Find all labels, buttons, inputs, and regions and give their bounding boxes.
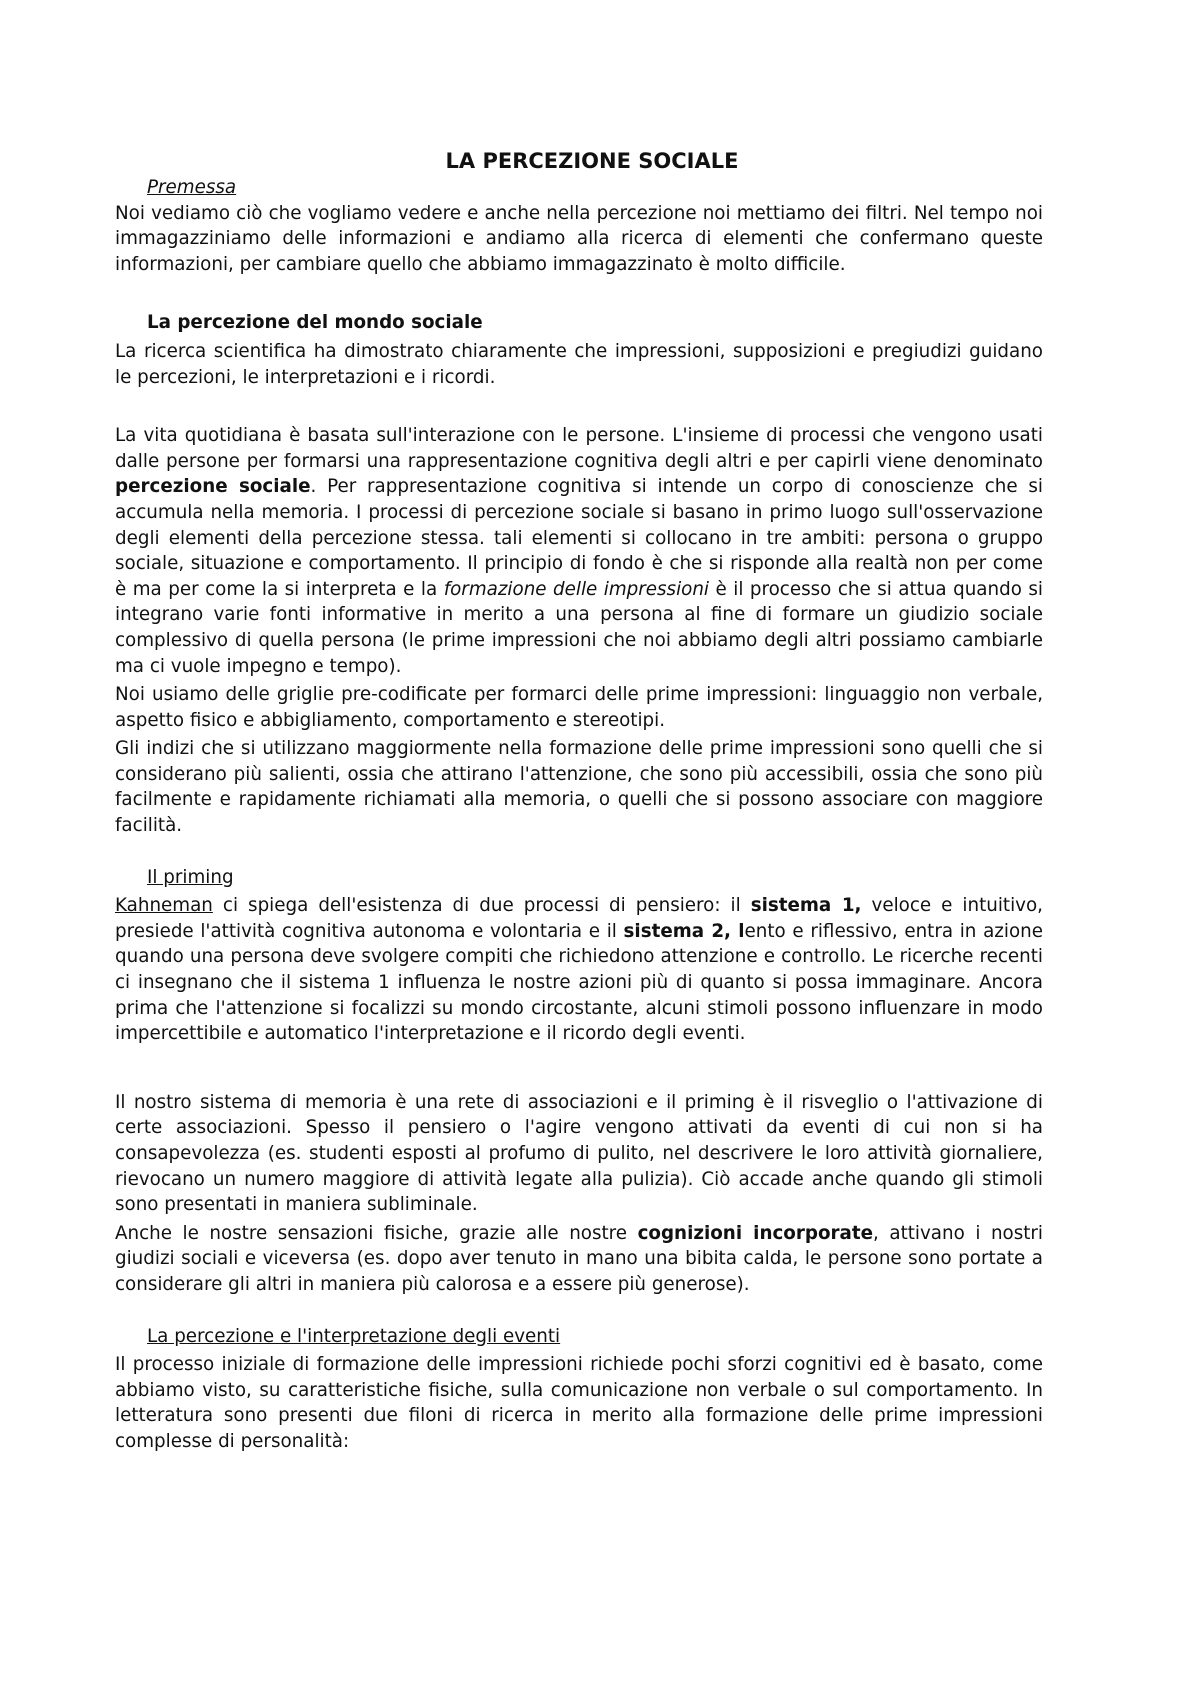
document-body	[115, 148, 1043, 1455]
name-kahneman: Kahneman	[115, 895, 213, 917]
paragraph-memoria: Il nostro sistema di memoria è una rete di associazioni e il priming è il risveglio o l'attivazione di certe associazioni. Spesso il pensiero o l'agire vengono attivati da eventi di cui non si ha consapevolezza (es. studenti esposti al profumo di pulito, nel descrivere le loro attività giornaliere, rievocano un numero maggiore di attività legate alla pulizia). Ciò accade anche quando gli stimoli sono presentati in maniera subliminale.	[115, 1091, 1043, 1216]
paragraph-premessa: Noi vediamo ciò che vogliamo vedere e anche nella percezione noi mettiamo dei filtri. Nel tempo noi immagazziniamo delle informazioni e andiamo alla ricerca di elementi che confermano queste informazioni, per cambiare quello che abbiamo immagazzinato è molto difficile.	[115, 202, 1043, 275]
paragraph-indizi: Gli indizi che si utilizzano maggiormente nella formazione delle prime impressioni sono quelli che si considerano più salienti, ossia che attirano l'attenzione, che sono più accessibili, ossia che sono più facilmente e rapidamente richiamati alla memoria, o quelli che si possono associare con maggiore facilità.	[115, 738, 1043, 837]
term-sistema-2: sistema 2, l	[623, 920, 745, 942]
page-title: LA PERCEZIONE SOCIALE	[445, 149, 739, 173]
paragraph-cognizioni-incorporate: Anche le nostre sensazioni fisiche, grazie alle nostre cognizioni incorporate, attivano i nostri giudizi sociali e viceversa (es. dopo aver tenuto in mano una bibita calda, le persone sono portate a considerare gli altri in maniera più calorosa e a essere più generose).	[115, 1222, 1043, 1295]
paragraph-ricerca-scientifica: La ricerca scientifica ha dimostrato chiaramente che impressioni, supposizioni e pregiudizi guidano le percezioni, le interpretazioni e i ricordi.	[115, 340, 1043, 388]
paragraph-processo-iniziale: Il processo iniziale di formazione delle impressioni richiede pochi sforzi cognitivi ed è basato, come abbiamo visto, su caratteristiche fisiche, sulla comunicazione non verbale o sul comportamento. In letteratura sono presenti due filoni di ricerca in merito alla formazione delle prime impressioni complesse di personalità:	[115, 1354, 1043, 1452]
paragraph-vita-quotidiana: La vita quotidiana è basata sull'interazione con le persone. L'insieme di processi che vengono usati dalle persone per formarsi una rappresentazione cognitiva degli altri e per capirli viene denominato percezione sociale. Per rappresentazione cognitiva si intende un corpo di conoscienze che si accumula nella memoria. I processi di percezione sociale si basano in primo luogo sull'osservazione degli elementi della percezione stessa. tali elementi si collocano in tre ambiti: persona o gruppo sociale, situazione e comportamento. Il principio di fondo è che si risponde alla realtà non per come è ma per come la si interpreta e la formazione delle impressioni è il processo che si attua quando si integrano varie fonti informative in merito a una persona al fine di formare un giudizio sociale complessivo di quella persona (le prime impressioni che noi abbiamo degli altri possiamo cambiarle ma ci vuole impegno e tempo).	[115, 425, 1044, 677]
heading-mondo-sociale: La percezione del mondo sociale	[147, 312, 483, 334]
heading-premessa: Premessa	[147, 177, 237, 198]
heading-priming: Il priming	[147, 866, 234, 888]
term-sistema-1: sistema 1,	[750, 895, 862, 917]
term-percezione-sociale: percezione sociale	[115, 476, 311, 498]
paragraph-kahneman: Kahneman ci spiega dell'esistenza di due processi di pensiero: il sistema 1, veloce e intuitivo, presiede l'attività cognitiva autonoma e volontaria e il sistema 2, lento e riflessivo, entra in azione quando una persona deve svolgere compiti che richiedono attenzione e controllo. Le ricerche recenti ci insegnano che il sistema 1 influenza le nostre azioni più di quanto si possa immaginare. Ancora prima che l'attenzione si focalizzi su mondo circostante, alcuni stimoli possono influenzare in modo impercettibile e automatico l'interpretazione e il ricordo degli eventi.	[115, 895, 1043, 1045]
term-formazione-impressioni: formazione delle impressioni	[443, 578, 710, 600]
heading-percezione-eventi: La percezione e l'interpretazione degli eventi	[147, 1325, 561, 1347]
term-cognizioni-incorporate: cognizioni incorporate	[637, 1222, 874, 1244]
paragraph-griglie: Noi usiamo delle griglie pre-codificate per formarci delle prime impressioni: linguaggio non verbale, aspetto fisico e abbigliamento, comportamento e stereotipi.	[115, 684, 1043, 731]
